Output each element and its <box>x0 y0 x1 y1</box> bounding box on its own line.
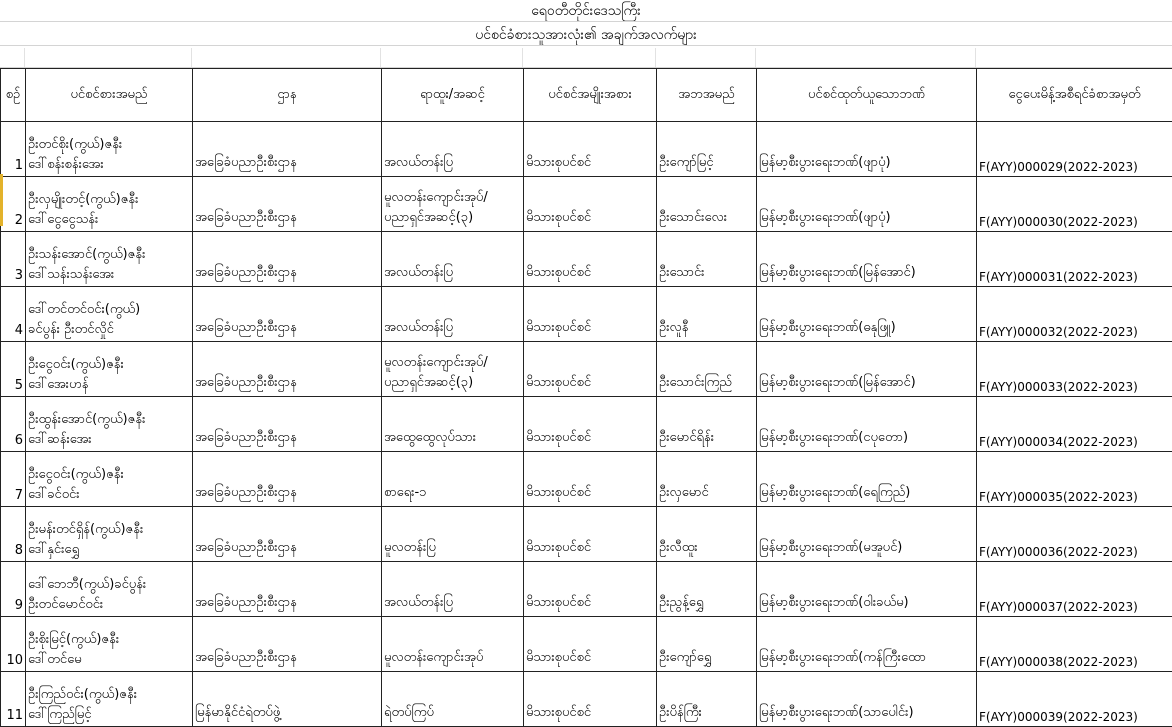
cell-bank[interactable]: မြန်မာ့စီးပွားရေးဘဏ်(ငပုတော) <box>757 397 977 452</box>
cell-pension-type[interactable]: မိသားစုပင်စင် <box>524 122 657 177</box>
cell-permit-no[interactable]: F(AYY)000034(2022-2023) <box>977 397 1172 452</box>
cell-pension-type[interactable]: မိသားစုပင်စင် <box>524 617 657 672</box>
cell-father-name[interactable]: ဦးပိန်ကြီး <box>657 672 757 727</box>
cell-no[interactable]: 6 <box>1 397 26 452</box>
cell-father-name[interactable]: ဦးသောင်းကြည် <box>657 342 757 397</box>
cell-bank[interactable]: မြန်မာ့စီးပွားရေးဘဏ်(ဝါးခယ်မ) <box>757 562 977 617</box>
cell-name[interactable] <box>26 562 193 617</box>
cell-name[interactable] <box>26 287 193 342</box>
cell-department[interactable]: အခြေခံပညာဦးစီးဌာန <box>193 232 382 287</box>
cell-rank[interactable] <box>382 617 524 672</box>
cell-permit-no[interactable]: F(AYY)000036(2022-2023) <box>977 507 1172 562</box>
cell-name[interactable] <box>26 672 193 727</box>
rank-line-1: အလယ်တန်းပြ <box>384 593 521 613</box>
table-row <box>1 122 1172 177</box>
pension-table <box>0 68 1172 727</box>
cell-father-name[interactable]: ဦးသောင်း <box>657 232 757 287</box>
cell-no[interactable]: 3 <box>1 232 26 287</box>
table-row <box>1 342 1172 397</box>
cell-name[interactable] <box>26 122 193 177</box>
cell-bank[interactable]: မြန်မာ့စီးပွားရေးဘဏ်(ဓနုဖြူ) <box>757 287 977 342</box>
table-row <box>1 617 1172 672</box>
cell-pension-type[interactable]: မိသားစုပင်စင် <box>524 452 657 507</box>
cell-rank[interactable] <box>382 562 524 617</box>
cell-no[interactable]: 4 <box>1 287 26 342</box>
header-no[interactable]: စဉ် <box>1 69 26 122</box>
table-row <box>1 507 1172 562</box>
cell-permit-no[interactable]: F(AYY)000030(2022-2023) <box>977 177 1172 232</box>
cell-permit-no[interactable]: F(AYY)000029(2022-2023) <box>977 122 1172 177</box>
name-line-2: ဒေါ်သန်းသန်းအေး <box>28 265 190 285</box>
table-row <box>1 562 1172 617</box>
cell-name[interactable] <box>26 232 193 287</box>
rank-line-1: အလယ်တန်းပြ <box>384 318 521 338</box>
cell-rank[interactable] <box>382 177 524 232</box>
name-line-1: ဦးစိုးမြင့်(ကွယ်)ဇနီး <box>28 630 190 650</box>
cell-bank[interactable]: မြန်မာ့စီးပွားရေးဘဏ်(ဖျာပုံ) <box>757 177 977 232</box>
name-line-1: ဦးလှမျိုးတင့်(ကွယ်)ဇနီး <box>28 190 190 210</box>
rank-line-1: မူလတန်းကျောင်းအုပ်/ <box>384 188 521 208</box>
cell-name[interactable] <box>26 507 193 562</box>
header-rank[interactable]: ရာထူး/အဆင့် <box>382 69 524 122</box>
cell-pension-type[interactable]: မိသားစုပင်စင် <box>524 397 657 452</box>
cell-pension-type[interactable]: မိသားစုပင်စင် <box>524 232 657 287</box>
name-line-1: ဦးငွေဝင်း(ကွယ်)ဇနီး <box>28 355 190 375</box>
header-name[interactable]: ပင်စင်စားအမည် <box>26 69 193 122</box>
cell-rank[interactable] <box>382 342 524 397</box>
cell-father-name[interactable]: ဦးညွန့်ရွှေ <box>657 562 757 617</box>
cell-department[interactable]: အခြေခံပညာဦးစီးဌာန <box>193 452 382 507</box>
name-line-1: ဦးကြည်ဝင်း(ကွယ်)ဇနီး <box>28 685 190 705</box>
cell-name[interactable] <box>26 617 193 672</box>
cell-department[interactable]: အခြေခံပညာဦးစီးဌာန <box>193 287 382 342</box>
header-row <box>1 69 1172 122</box>
cell-department[interactable]: အခြေခံပညာဦးစီးဌာန <box>193 507 382 562</box>
name-line-2: ဒေါ်ခင်ဝင်း <box>28 485 190 505</box>
header-father-name[interactable]: အဘအမည် <box>657 69 757 122</box>
cell-department[interactable]: အခြေခံပညာဦးစီးဌာန <box>193 177 382 232</box>
cell-pension-type[interactable]: မိသားစုပင်စင် <box>524 342 657 397</box>
cell-no[interactable]: 5 <box>1 342 26 397</box>
cell-permit-no[interactable]: F(AYY)000031(2022-2023) <box>977 232 1172 287</box>
table-row <box>1 672 1172 727</box>
rank-line-1: စာရေး-၁ <box>384 483 521 503</box>
cell-department[interactable]: မြန်မာနိုင်ငံရဲတပ်ဖွဲ့ <box>193 672 382 727</box>
cell-pension-type[interactable]: မိသားစုပင်စင် <box>524 562 657 617</box>
cell-rank[interactable] <box>382 122 524 177</box>
name-line-2: ဒေါ်နှင်းရွှေ <box>28 540 190 560</box>
rank-line-1: မူလတန်းကျောင်းအုပ်/ <box>384 353 521 373</box>
rank-line-1: ရဲတပ်ကြပ် <box>384 703 521 723</box>
cell-department[interactable]: အခြေခံပညာဦးစီးဌာန <box>193 617 382 672</box>
name-line-1: ဒေါ်တင်တင်ဝင်း(ကွယ်) <box>28 300 190 320</box>
cell-father-name[interactable]: ဦးကျော်ရွှေ <box>657 617 757 672</box>
cell-father-name[interactable]: ဦးကျော်မြင့် <box>657 122 757 177</box>
cell-bank[interactable]: မြန်မာ့စီးပွားရေးဘဏ်(ကန်ကြီးထော <box>757 617 977 672</box>
row-selection-marker <box>0 174 3 226</box>
cell-pension-type[interactable]: မိသားစုပင်စင် <box>524 177 657 232</box>
rank-line-1: အထွေထွေလုပ်သား <box>384 428 521 448</box>
cell-department[interactable]: အခြေခံပညာဦးစီးဌာန <box>193 562 382 617</box>
name-line-2: ဦးတင်မောင်ဝင်း <box>28 595 190 615</box>
cell-department[interactable]: အခြေခံပညာဦးစီးဌာန <box>193 397 382 452</box>
cell-permit-no[interactable]: F(AYY)000032(2022-2023) <box>977 287 1172 342</box>
name-line-2: ဒေါ်စန်းစန်းအေး <box>28 155 190 175</box>
cell-pension-type[interactable]: မိသားစုပင်စင် <box>524 672 657 727</box>
cell-rank[interactable] <box>382 232 524 287</box>
name-line-1: ဦးမန်းတင်ရှိန်(ကွယ်)ဇနီး <box>28 520 190 540</box>
name-line-1: ဒေါ်ဘေဘီ(ကွယ်)ခင်ပွန်း <box>28 575 190 595</box>
name-line-1: ဦးထွန်းအောင်(ကွယ်)ဇနီး <box>28 410 190 430</box>
table-row <box>1 452 1172 507</box>
name-line-2: ဒေါ်ဆန်းအေး <box>28 430 190 450</box>
table-row <box>1 397 1172 452</box>
cell-name[interactable] <box>26 452 193 507</box>
cell-department[interactable]: အခြေခံပညာဦးစီးဌာန <box>193 122 382 177</box>
name-line-1: ဦးတင်စိုး(ကွယ်)ဇနီး <box>28 135 190 155</box>
cell-rank[interactable] <box>382 397 524 452</box>
cell-rank[interactable] <box>382 672 524 727</box>
cell-bank[interactable]: မြန်မာ့စီးပွားရေးဘဏ်(ရေကြည်) <box>757 452 977 507</box>
cell-no[interactable]: 1 <box>1 122 26 177</box>
cell-permit-no[interactable]: F(AYY)000033(2022-2023) <box>977 342 1172 397</box>
cell-pension-type[interactable]: မိသားစုပင်စင် <box>524 507 657 562</box>
table-row <box>1 287 1172 342</box>
sheet-title[interactable]: ရေဝတီတိုင်းဒေသကြီး <box>0 0 1172 22</box>
cell-bank[interactable]: မြန်မာ့စီးပွားရေးဘဏ်(ဖျာပုံ) <box>757 122 977 177</box>
cell-rank[interactable] <box>382 287 524 342</box>
cell-no[interactable]: 9 <box>1 562 26 617</box>
cell-pension-type[interactable]: မိသားစုပင်စင် <box>524 287 657 342</box>
header-department[interactable]: ဌာန <box>193 69 382 122</box>
cell-permit-no[interactable]: F(AYY)000038(2022-2023) <box>977 617 1172 672</box>
cell-father-name[interactable]: ဦးလူနီ <box>657 287 757 342</box>
rank-line-2: ပညာရှင်အဆင့်(၃) <box>384 208 521 228</box>
rank-line-1: အလယ်တန်းပြ <box>384 263 521 283</box>
cell-permit-no[interactable]: F(AYY)000037(2022-2023) <box>977 562 1172 617</box>
rank-line-2: ပညာရှင်အဆင့်(၃) <box>384 373 521 393</box>
rank-line-1: မူလတန်းကျောင်းအုပ် <box>384 648 521 668</box>
rank-line-1: အလယ်တန်းပြ <box>384 153 521 173</box>
cell-name[interactable] <box>26 397 193 452</box>
cell-permit-no[interactable]: F(AYY)000039(2022-2023) <box>977 672 1172 727</box>
cell-father-name[interactable]: ဦးသောင်းလေး <box>657 177 757 232</box>
name-line-1: ဦးသန်းအောင်(ကွယ်)ဇနီး <box>28 245 190 265</box>
sheet-subtitle[interactable]: ပင်စင်ခံစားသူအားလုံး၏ အချက်အလက်များ <box>0 24 1172 46</box>
cell-bank[interactable]: မြန်မာ့စီးပွားရေးဘဏ်(မြန်အောင်) <box>757 232 977 287</box>
cell-no[interactable]: 10 <box>1 617 26 672</box>
name-line-2: ဒေါ်ငွေငွေသန်း <box>28 210 190 230</box>
cell-no[interactable]: 11 <box>1 672 26 727</box>
cell-father-name[interactable]: ဦးလီထူး <box>657 507 757 562</box>
table-row <box>1 177 1172 232</box>
cell-bank[interactable]: မြန်မာ့စီးပွားရေးဘဏ်(သာပေါင်း) <box>757 672 977 727</box>
name-line-2: ဒေါ်အေးဟန် <box>28 375 190 395</box>
cell-no[interactable]: 2 <box>1 177 26 232</box>
header-pension-type[interactable]: ပင်စင်အမျိုးအစား <box>524 69 657 122</box>
name-line-2: ဒေါ်တင်မေ <box>28 650 190 670</box>
name-line-2: ခင်ပွန်း ဦးတင်လှိုင် <box>28 320 190 340</box>
table-row <box>1 232 1172 287</box>
cell-rank[interactable] <box>382 507 524 562</box>
name-line-1: ဦးငွေဝင်း(ကွယ်)ဇနီး <box>28 465 190 485</box>
cell-permit-no[interactable]: F(AYY)000035(2022-2023) <box>977 452 1172 507</box>
cell-department[interactable]: အခြေခံပညာဦးစီးဌာန <box>193 342 382 397</box>
header-bank[interactable]: ပင်စင်ထုတ်ယူသောဘဏ် <box>757 69 977 122</box>
name-line-2: ဒေါ်ကြည်မြင့် <box>28 705 190 725</box>
cell-bank[interactable]: မြန်မာ့စီးပွားရေးဘဏ်(မြန်အောင်) <box>757 342 977 397</box>
cell-father-name[interactable]: ဦးလှမောင် <box>657 452 757 507</box>
cell-no[interactable]: 8 <box>1 507 26 562</box>
cell-rank[interactable] <box>382 452 524 507</box>
empty-row[interactable] <box>0 48 1172 68</box>
cell-name[interactable] <box>26 342 193 397</box>
cell-bank[interactable]: မြန်မာ့စီးပွားရေးဘဏ်(မအူပင်) <box>757 507 977 562</box>
rank-line-1: မူလတန်းပြ <box>384 538 521 558</box>
header-permit-no[interactable]: ငွေပေးမိန့်အစီရင်ခံစာအမှတ် <box>977 69 1172 122</box>
cell-no[interactable]: 7 <box>1 452 26 507</box>
cell-name[interactable] <box>26 177 193 232</box>
cell-father-name[interactable]: ဦးမောင်ရိန်း <box>657 397 757 452</box>
